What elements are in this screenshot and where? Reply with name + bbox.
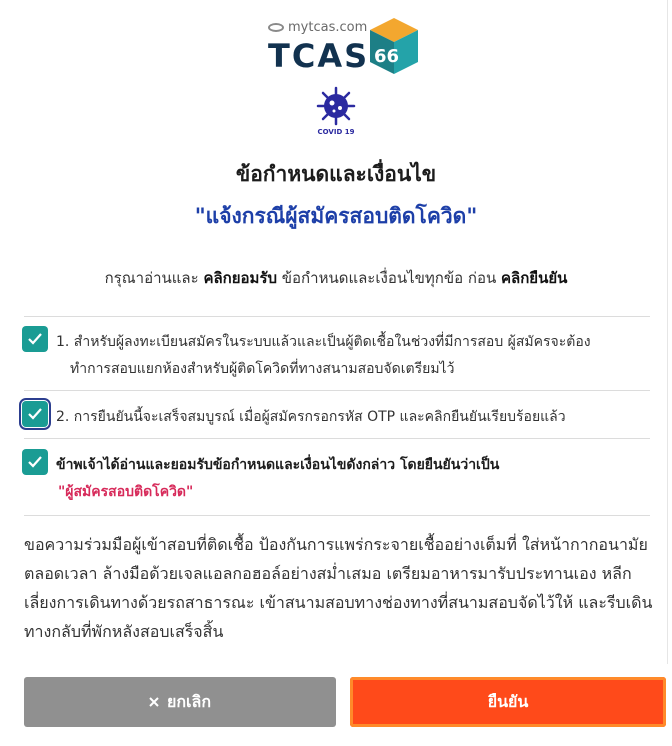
divider [24, 515, 650, 516]
site-name: mytcas.com [288, 20, 368, 35]
year-cube-icon [368, 18, 420, 74]
confirm-button[interactable] [350, 677, 666, 727]
confirm-label: ยืนยัน [487, 693, 529, 711]
condition-1-text [56, 329, 591, 383]
condition-1-line2: ทำการสอบแยกห้องสำหรับผู้ติดโควิดที่ทางสนามสอบจัดเตรียมไว้ [70, 361, 455, 377]
instruction-text [0, 266, 672, 290]
instruction-accept: คลิกยอมรับ [203, 269, 278, 287]
instruction-confirm: คลิกยืนยัน [501, 269, 568, 287]
instruction-part: กรุณาอ่านและ [104, 269, 204, 287]
divider [24, 316, 650, 317]
covid-icon [314, 86, 358, 136]
condition-2[interactable] [22, 401, 652, 431]
instruction-part: ข้อกำหนดและเงื่อนไขทุกข้อ ก่อน [277, 269, 501, 287]
covid-badge-label: COVID 19 [317, 128, 355, 136]
condition-1-checkbox[interactable] [22, 326, 48, 352]
dialog-footer [0, 664, 672, 746]
safety-note: ขอความร่วมมือผู้เข้าสอบที่ติดเชื้อ ป้องกันการแพร่กระจายเชื้ออย่างเต็มที่ ใส่หน้ากากอนามัย ตลอดเวลา ล้างมือด้วยเจลแอลกอฮอล์อย่างสม่ำเสมอ เตรียมอาหารมารับประทานเอง หลีก เลี่ยงการเดินทางด้วยรถสาธารณะ เข้าสนามสอบทางช่องทางที่สนามสอบจัดไว้ให้ และรีบเดิน ทางกลับที่พักหลังสอบเสร็จสิ้น [24, 535, 653, 641]
agreement-highlight: "ผู้สมัครสอบติดโควิด" [58, 484, 194, 500]
divider [24, 390, 650, 391]
agreement-text [56, 452, 499, 506]
condition-1-line1: 1. สำหรับผู้ลงทะเบียนสมัครในระบบแล้วและเป็นผู้ติดเชื้อในช่วงที่มีการสอบ ผู้สมัครจะต้อง [56, 334, 591, 350]
divider [24, 438, 650, 439]
cancel-button[interactable] [24, 677, 336, 727]
cancel-label: ยกเลิก [166, 693, 212, 711]
dialog-subtitle: "แจ้งกรณีผู้สมัครสอบติดโควิด" [194, 204, 478, 228]
condition-2-checkbox[interactable] [22, 401, 48, 427]
brand-name: TCAS [268, 37, 370, 75]
condition-1[interactable] [22, 326, 652, 382]
close-icon [149, 697, 159, 707]
agreement-statement: ข้าพเจ้าได้อ่านและยอมรับข้อกำหนดและเงื่อนไขดังกล่าว โดยยืนยันว่าเป็น [56, 457, 500, 473]
agreement-checkbox[interactable] [22, 449, 48, 475]
check-icon [27, 332, 43, 346]
eye-icon [268, 23, 284, 32]
dialog-title: ข้อกำหนดและเงื่อนไข [235, 162, 437, 186]
tcas-logo [268, 18, 420, 74]
year-label: 66 [374, 46, 400, 67]
check-icon [27, 407, 43, 421]
check-icon [27, 455, 43, 469]
site-label [268, 20, 367, 35]
condition-2-text: 2. การยืนยันนี้จะเสร็จสมบูรณ์ เมื่อผู้สมัครกรอกรหัส OTP และคลิกยืนยันเรียบร้อยแล้ว [56, 409, 566, 425]
agreement-row[interactable] [22, 449, 652, 505]
